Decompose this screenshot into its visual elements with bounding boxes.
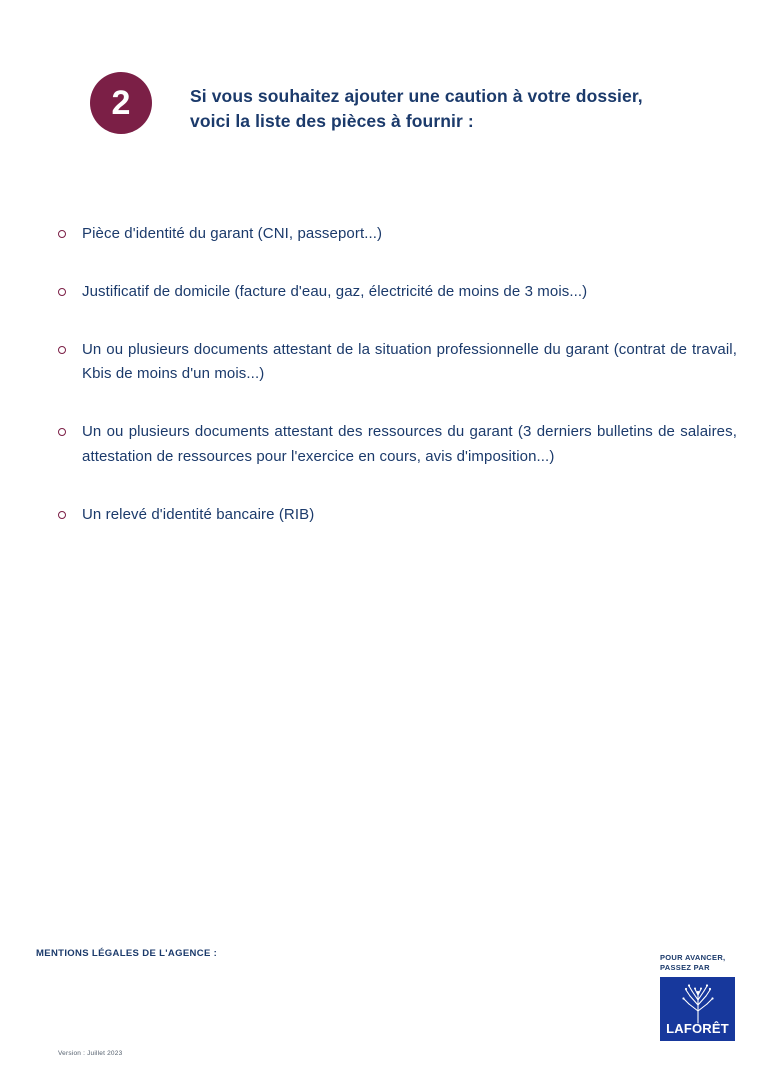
logo-tagline-line2: PASSEZ PAR (660, 963, 710, 973)
bullet-icon (58, 346, 66, 354)
list-item-label: Pièce d'identité du garant (CNI, passeport...) (82, 225, 383, 242)
document-version: Version : Juillet 2023 (58, 1050, 123, 1057)
list-item (58, 222, 748, 247)
list-item-label: Un relevé d'identité bancaire (RIB) (82, 505, 315, 523)
page-title: Si vous souhaitez ajouter une caution à votre dossier, voici la liste des pièces à fournir : (190, 86, 643, 132)
section-header (0, 72, 763, 135)
step-number-badge: 2 (90, 72, 152, 134)
legal-mentions-label: MENTIONS LÉGALES DE L'AGENCE : (36, 948, 218, 959)
bullet-icon (58, 288, 66, 296)
logo-tagline-line1: POUR AVANCER, (660, 953, 726, 962)
logo-wordmark: LAFORÊT (666, 1021, 729, 1037)
list-item (58, 280, 748, 305)
bullet-icon (58, 230, 66, 238)
brand-logo (660, 953, 740, 1041)
logo-box (660, 977, 735, 1041)
tree-icon (675, 983, 721, 1025)
list-item (58, 420, 748, 470)
list-item (58, 338, 748, 388)
list-item (58, 503, 748, 528)
logo-tagline (660, 953, 740, 973)
bullet-icon (58, 511, 66, 519)
bullet-icon (58, 428, 66, 436)
list-item-label: Un ou plusieurs documents attestant de la situation professionnelle du garant (contrat de travail, Kbis de moins d'un mois...) (82, 340, 737, 383)
required-documents-list (58, 222, 748, 560)
list-item-label: Justificatif de domicile (facture d'eau, gaz, électricité de moins de 3 mois...) (82, 282, 588, 300)
list-item-label: Un ou plusieurs documents attestant des ressources du garant (3 derniers bulletins de salaires, attestation de ressources pour l'exercice en cours, avis d'imposition...) (82, 423, 737, 465)
